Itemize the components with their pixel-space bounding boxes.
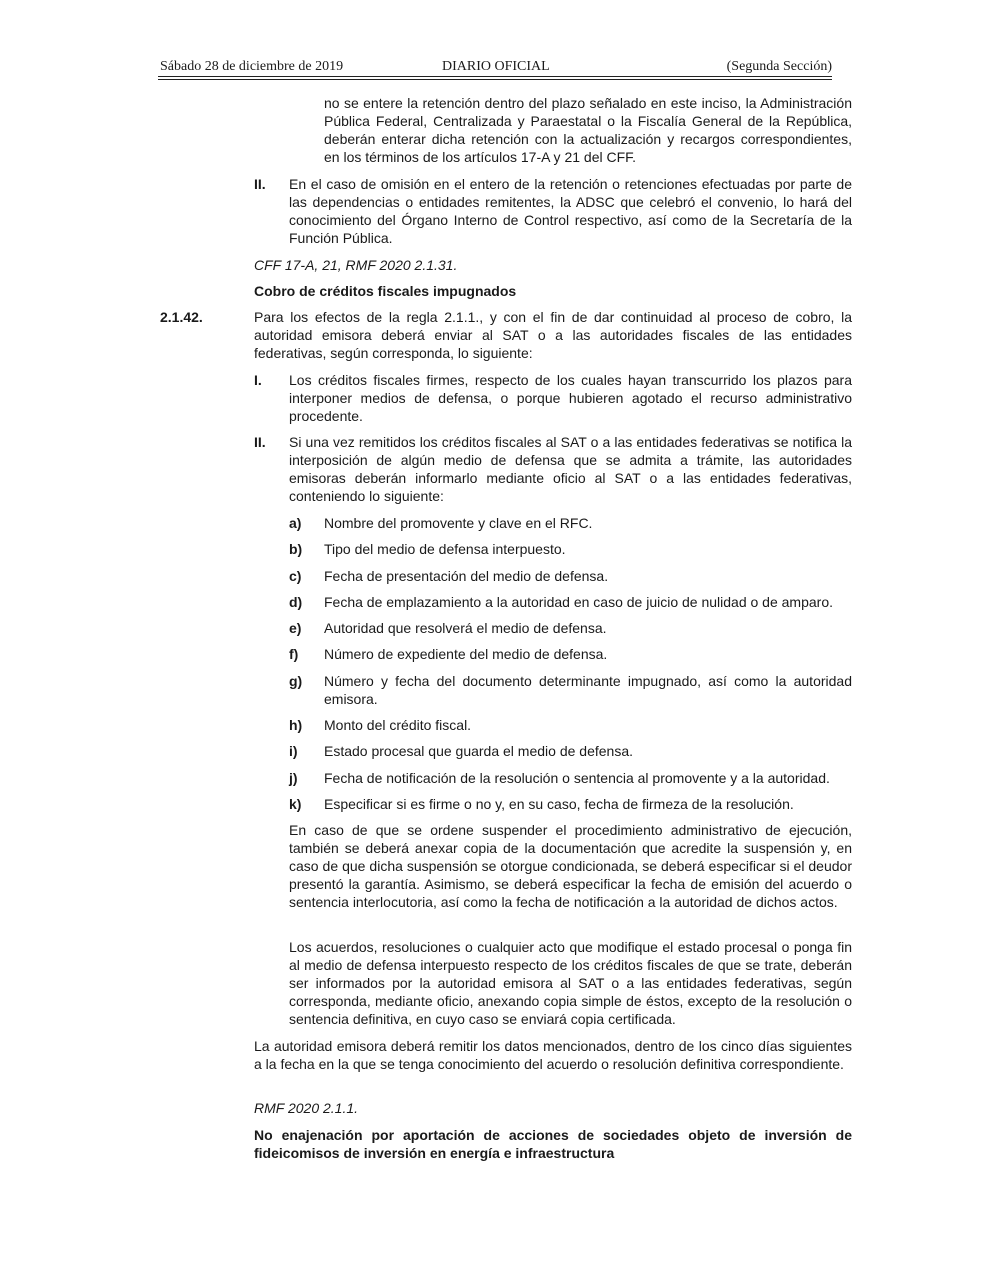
header-rule-bottom (158, 79, 832, 80)
subitem-label: g) (289, 673, 303, 689)
subitem-label: d) (289, 594, 303, 610)
subitem-text: Fecha de presentación del medio de defensa. (324, 568, 609, 584)
reference-cff: CFF 17-A, 21, RMF 2020 2.1.31. (254, 257, 458, 273)
reference-rmf: RMF 2020 2.1.1. (254, 1100, 359, 1116)
subitem-label: e) (289, 620, 302, 636)
subitem-text: Autoridad que resolverá el medio de defensa. (324, 620, 607, 636)
item-text: Si una vez remitidos los créditos fiscales al SAT o a las entidades federativas se notifica la interposición de algún medio de defensa que se admita a trámite, las autoridades emisoras deberán informarlo mediante oficio al SAT o a las entidades federativas, conteniendo lo siguiente: (289, 434, 852, 504)
subitem-text: Fecha de notificación de la resolución o sentencia al promovente y a la autoridad. (324, 770, 830, 786)
subitem-text: Número y fecha del documento determinante impugnado, así como la autoridad emisora. (324, 673, 852, 707)
subitem-text: Monto del crédito fiscal. (324, 717, 472, 733)
item-label: II. (254, 434, 266, 450)
subitem-text: Nombre del promovente y clave en el RFC. (324, 515, 593, 531)
item-label: I. (254, 372, 262, 388)
paragraph-final: La autoridad emisora deberá remitir los datos mencionados, dentro de los cinco días siguientes a la fecha en la que se tenga conocimiento del acuerdo o resolución definitiva correspondiente. (254, 1038, 852, 1072)
page-header (160, 58, 832, 76)
subitem-text: Especificar si es firme o no y, en su caso, fecha de firmeza de la resolución. (324, 796, 794, 812)
subitem-label: k) (289, 796, 302, 812)
header-publication: DIARIO OFICIAL (442, 59, 550, 74)
subitem-label: c) (289, 568, 302, 584)
subitem-text: Número de expediente del medio de defensa. (324, 646, 608, 662)
subitem-label: i) (289, 743, 298, 759)
next-rule-title: No enajenación por aportación de acciones de sociedades objeto de inversión de fideicomisos de inversión en energía e infraestructura (254, 1127, 852, 1161)
prev-item-text: En el caso de omisión en el entero de la retención o retenciones efectuadas por parte de las dependencias o entidades remitentes, la ADSC que celebró el convenio, lo hará del conocimiento del Órgano Interno de Control respectivo, así como de la Secretaría de la Función Pública. (289, 176, 852, 246)
subitem-text: Fecha de emplazamiento a la autoridad en caso de juicio de nulidad o de amparo. (324, 594, 833, 610)
rule-intro: Para los efectos de la regla 2.1.1., y con el fin de dar continuidad al proceso de cobro, la autoridad emisora deberá enviar al SAT o a las autoridades fiscales de las entidades federativas, según corresponda, lo siguiente: (254, 309, 852, 361)
rule-number: 2.1.42. (160, 309, 203, 325)
header-date: Sábado 28 de diciembre de 2019 (160, 59, 344, 74)
paragraph-suspension: En caso de que se ordene suspender el procedimiento administrativo de ejecución, también se deberá anexar copia de la documentación que acredite la suspensión y, en caso de que dicha suspensión se otorgue condicionada, se deberá especificar si el deudor presentó la garantía. Asimismo, se deberá especificar la fecha de emisión del acuerdo o sentencia interlocutoria, así como la fecha de notificación a la autoridad de dichos actos. (289, 822, 852, 910)
subitem-label: f) (289, 646, 299, 662)
rule-title: Cobro de créditos fiscales impugnados (254, 283, 517, 299)
subitem-text: Estado procesal que guarda el medio de defensa. (324, 743, 633, 759)
continued-paragraph: no se entere la retención dentro del plazo señalado en este inciso, la Administración Pública Federal, Centralizada y Paraestatal o la Fiscalía General de la República, deberán enterar dicha retención con la actualización y recargos correspondientes, en los términos de los artículos 17-A y 21 del CFF. (324, 95, 852, 165)
subitem-label: a) (289, 515, 302, 531)
subitem-label: b) (289, 541, 303, 557)
prev-item-label: II. (254, 176, 266, 192)
paragraph-acuerdos: Los acuerdos, resoluciones o cualquier acto que modifique el estado procesal o ponga fin al medio de defensa interpuesto respecto de los créditos fiscales de que se trate, deberán ser informados por la autoridad emisora al SAT o a las entidades federativas, según corresponda, mediante oficio, anexando copia simple de éstos, excepto de la resolución o sentencia definitiva, en cuyo caso se enviará copia certificada. (289, 939, 852, 1027)
subitem-label: h) (289, 717, 303, 733)
subitem-text: Tipo del medio de defensa interpuesto. (324, 541, 566, 557)
header-section: (Segunda Sección) (726, 59, 832, 74)
header-rule-top (158, 76, 832, 77)
item-text: Los créditos fiscales firmes, respecto de los cuales hayan transcurrido los plazos para interponer medios de defensa, o porque hubieren agotado el recurso administrativo procedente. (289, 372, 852, 424)
subitem-label: j) (289, 770, 298, 786)
